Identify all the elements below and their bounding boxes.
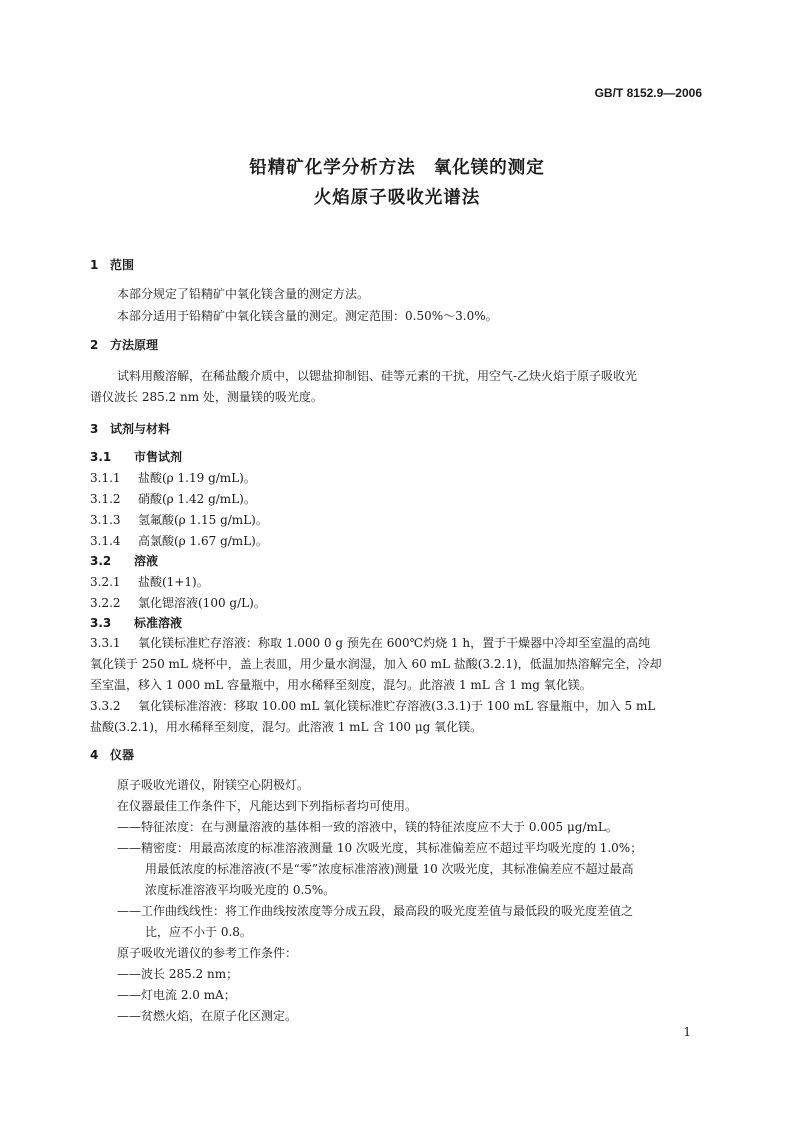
subsection-number: 3.2 xyxy=(90,554,112,568)
item-text: 硝酸(ρ 1.42 g/mL)。 xyxy=(138,492,256,506)
title-part-b: 氧化镁的测定 xyxy=(433,158,545,178)
item-text: 盐酸(1+1)。 xyxy=(138,575,209,589)
dash-item: ——工作曲线线性：将工作曲线按浓度等分成五段，最高段的吸光度差值与最低段的吸光度差值之 xyxy=(117,904,634,918)
item-number: 3.3.1 xyxy=(90,636,121,650)
section-heading-3 xyxy=(90,420,170,437)
list-item xyxy=(90,532,268,549)
paragraph: 原子吸收光谱仪的参考工作条件： xyxy=(117,946,298,960)
document-title-line2: 火焰原子吸收光谱法 xyxy=(313,188,481,208)
item-number: 3.1.3 xyxy=(90,513,121,527)
item-number: 3.1.1 xyxy=(90,471,121,485)
item-number: 3.1.4 xyxy=(90,534,121,548)
paragraph-continuation: 谱仪波长 285.2 nm 处，测量镁的吸光度。 xyxy=(90,390,323,404)
paragraph: 原子吸收光谱仪，附镁空心阴极灯。 xyxy=(117,778,310,792)
section-number: 2 xyxy=(90,338,99,352)
page-number: 1 xyxy=(683,1025,691,1039)
item-number: 3.3.2 xyxy=(90,699,121,713)
item-number: 3.1.2 xyxy=(90,492,121,506)
paragraph: 在仪器最佳工作条件下，凡能达到下列指标者均可使用。 xyxy=(117,799,418,813)
section-heading-1 xyxy=(90,256,134,273)
item-text: 高氯酸(ρ 1.67 g/mL)。 xyxy=(138,534,268,548)
section-heading-4 xyxy=(90,746,134,763)
subsection-number: 3.1 xyxy=(90,450,112,464)
dash-item: ——灯电流 2.0 mA； xyxy=(117,988,236,1002)
subsection-number: 3.3 xyxy=(90,616,112,630)
list-item xyxy=(90,594,266,611)
item-text: 氢氟酸(ρ 1.15 g/mL)。 xyxy=(138,513,268,527)
dash-item-continuation: 比，应不小于 0.8。 xyxy=(145,925,252,939)
item-text: 氧化镁标准溶液：移取 10.00 mL 氧化镁标准贮存溶液(3.3.1)于 100 mL 容量瓶中，加入 5 mL xyxy=(138,699,656,713)
dash-item: ——特征浓度：在与测量溶液的基体相一致的溶液中，镁的特征浓度应不大于 0.005 μg/mL。 xyxy=(117,820,618,834)
section-title: 范围 xyxy=(110,258,135,272)
item-text: 氧化镁标准贮存溶液：称取 1.000 0 g 预先在 600℃灼烧 1 h，置于干燥器中冷却至室温的高纯 xyxy=(138,636,651,650)
section-number: 1 xyxy=(90,258,99,272)
subsection-heading-3-3 xyxy=(90,614,182,631)
subsection-heading-3-1 xyxy=(90,448,182,465)
dash-item-continuation: 用最低浓度的标准溶液(不是“零”浓度标准溶液)测量 10 次吸光度，其标准偏差应不超过最高 xyxy=(145,862,634,876)
section-title: 试剂与材料 xyxy=(110,422,171,436)
section-title: 方法原理 xyxy=(110,338,159,352)
list-item xyxy=(90,573,209,590)
subsection-title: 溶液 xyxy=(134,554,159,568)
dash-item: ——贫燃火焰，在原子化区测定。 xyxy=(117,1009,298,1023)
item-number: 3.2.2 xyxy=(90,596,121,610)
list-item xyxy=(90,511,268,528)
subsection-heading-3-2 xyxy=(90,552,158,569)
list-item xyxy=(90,697,655,714)
dash-item: ——精密度：用最高浓度的标准溶液测量 10 次吸光度，其标准偏差应不超过平均吸光度的 1.0%； xyxy=(117,841,643,855)
paragraph: 本部分规定了铅精矿中氧化镁含量的测定方法。 xyxy=(117,287,370,301)
section-heading-2 xyxy=(90,336,158,353)
paragraph: 本部分适用于铅精矿中氧化镁含量的测定。测定范围：0.50%～3.0%。 xyxy=(117,309,498,323)
paragraph: 试料用酸溶解，在稀盐酸介质中，以锶盐抑制铝、硅等元素的干扰，用空气-乙炔火焰于原子吸收光 xyxy=(117,369,638,383)
document-title-line1 xyxy=(0,154,794,179)
item-text: 盐酸(ρ 1.19 g/mL)。 xyxy=(138,471,256,485)
section-title: 仪器 xyxy=(110,748,135,762)
list-item xyxy=(90,634,650,651)
dash-item-continuation: 浓度标准溶液平均吸光度的 0.5%。 xyxy=(145,883,336,897)
title-part-a: 铅精矿化学分析方法 xyxy=(249,158,416,178)
dash-item: ——波长 285.2 nm； xyxy=(117,967,239,981)
section-number: 4 xyxy=(90,748,99,762)
item-number: 3.2.1 xyxy=(90,575,121,589)
subsection-title: 标准溶液 xyxy=(134,616,183,630)
list-item xyxy=(90,469,256,486)
item-continuation: 氧化镁于 250 mL 烧杯中，盖上表皿，用少量水润湿，加入 60 mL 盐酸(3.2.1)，低温加热溶解完全，冷却 xyxy=(90,657,662,671)
subsection-title: 市售试剂 xyxy=(134,450,183,464)
item-continuation: 盐酸(3.2.1)，用水稀释至刻度，混匀。此溶液 1 mL 含 100 μg 氧化镁。 xyxy=(90,720,483,734)
item-continuation: 至室温，移入 1 000 mL 容量瓶中，用水稀释至刻度，混匀。此溶液 1 mL 含 1 mg 氧化镁。 xyxy=(90,678,592,692)
standard-code: GB/T 8152.9—2006 xyxy=(594,86,702,100)
list-item xyxy=(90,490,256,507)
item-text: 氯化锶溶液(100 g/L)。 xyxy=(138,596,266,610)
section-number: 3 xyxy=(90,422,99,436)
